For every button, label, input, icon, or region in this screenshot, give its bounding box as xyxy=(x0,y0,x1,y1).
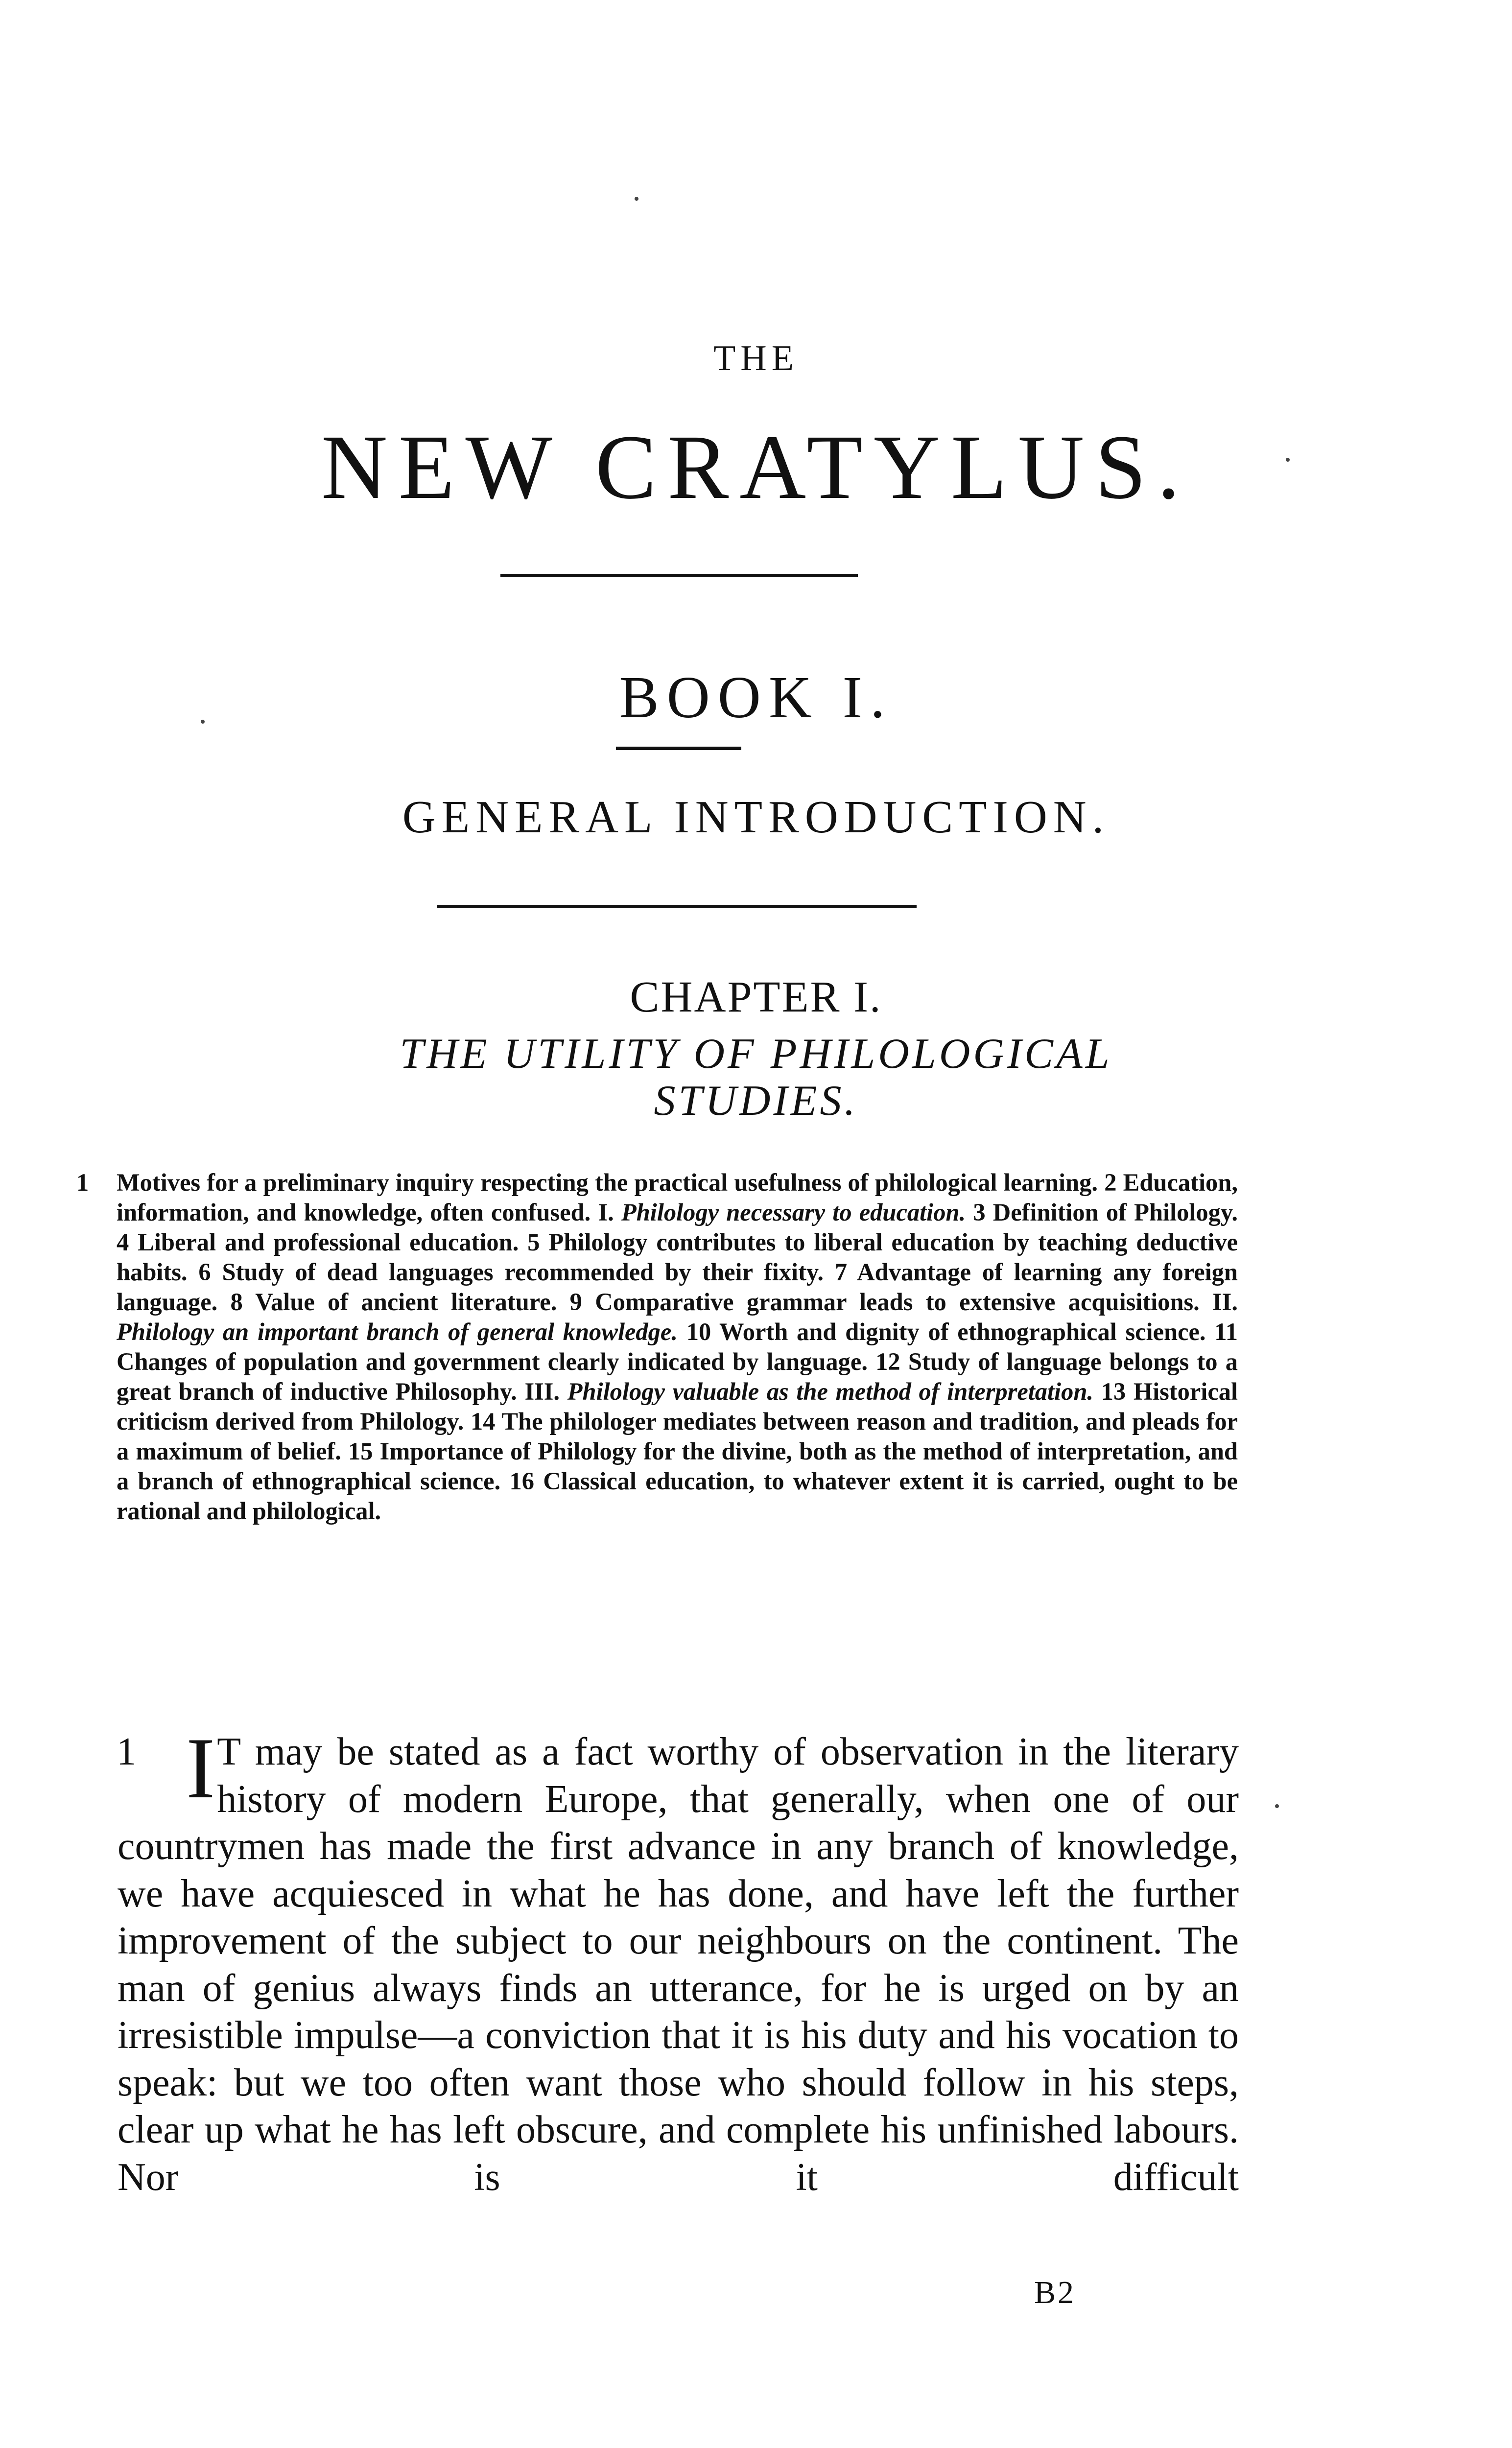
summary-heading-italic: Philology an important branch of general knowledge. xyxy=(117,1318,678,1345)
summary-segment: 13 Historical criticism derived from Philology. 14 The philologer mediates between reason and tradition, and pleads for a maximum of belief. 15 Importance of Philology for the divine, both as the method of interpretation, and a branch of ethnographical science. 16 Classical education, to whatever extent it is carried, ought to be rational and philological. xyxy=(117,1378,1238,1525)
title-prefix: THE xyxy=(713,338,799,378)
summary-text xyxy=(117,1168,1238,1526)
signature-mark: B2 xyxy=(1034,2275,1076,2310)
summary-heading-italic: Philology valuable as the method of interpretation. xyxy=(567,1378,1094,1405)
summary-segment: 10 Worth and dignity of ethnographical science. 11 Changes of population and government clearly indicated by language. 12 Study of language belongs to a great branch of inductive Philosophy. III. xyxy=(117,1318,1238,1405)
chapter-heading: CHAPTER I. xyxy=(630,973,882,1021)
summary-segment: 3 Definition of Philology. 4 Liberal and professional education. 5 Philology contributes to liberal education by teaching deductive habits. 6 Study of dead languages recommended by their fixity. 7 Advantage of learning any foreign language. 8 Value of ancient literature. 9 Comparative grammar leads to extensive acquisitions. II. xyxy=(117,1199,1238,1316)
summary-number: 1 xyxy=(76,1169,89,1196)
paragraph-text: T may be stated as a fact worthy of observation in the literary history of modern Europe, that generally, when one of our countrymen has made the first advance in any branch of knowledge, we have acquiesced in what he has done, and have left the further improvement of the subject to our neighbours on the continent. The man of genius always finds an utterance, for he is urged on by an irresistible impulse—a conviction that it is his duty and his vocation to speak: but we too often want those who should follow in his steps, clear up what he has left obscure, and complete his unfinished labours. Nor is it difficult xyxy=(118,1730,1239,2199)
paragraph-number: 1 xyxy=(117,1730,136,1773)
ink-speck xyxy=(1275,1804,1279,1808)
summary-heading-italic: Philology necessary to education. xyxy=(621,1199,966,1226)
summary-segment: Motives for a preliminary inquiry respecting the practical usefulness of philological learning. 2 Education, information, and knowledge, often confused. I. xyxy=(117,1169,1238,1226)
intro-rule xyxy=(437,905,917,908)
title-rule xyxy=(500,574,858,577)
chapter-title-line-2: STUDIES. xyxy=(654,1077,858,1125)
chapter-title-line-1: THE UTILITY OF PHILOLOGICAL xyxy=(400,1030,1112,1078)
chapter-title xyxy=(0,1031,1512,1125)
drop-cap: I xyxy=(186,1719,215,1816)
chapter-summary xyxy=(76,1168,1238,1526)
body-text xyxy=(117,1719,1239,2201)
ink-speck xyxy=(635,197,638,201)
book-rule xyxy=(616,747,741,750)
book-heading: BOOK I. xyxy=(619,664,893,730)
book-title: NEW CRATYLUS. xyxy=(321,416,1191,518)
section-heading: GENERAL INTRODUCTION. xyxy=(402,792,1110,843)
